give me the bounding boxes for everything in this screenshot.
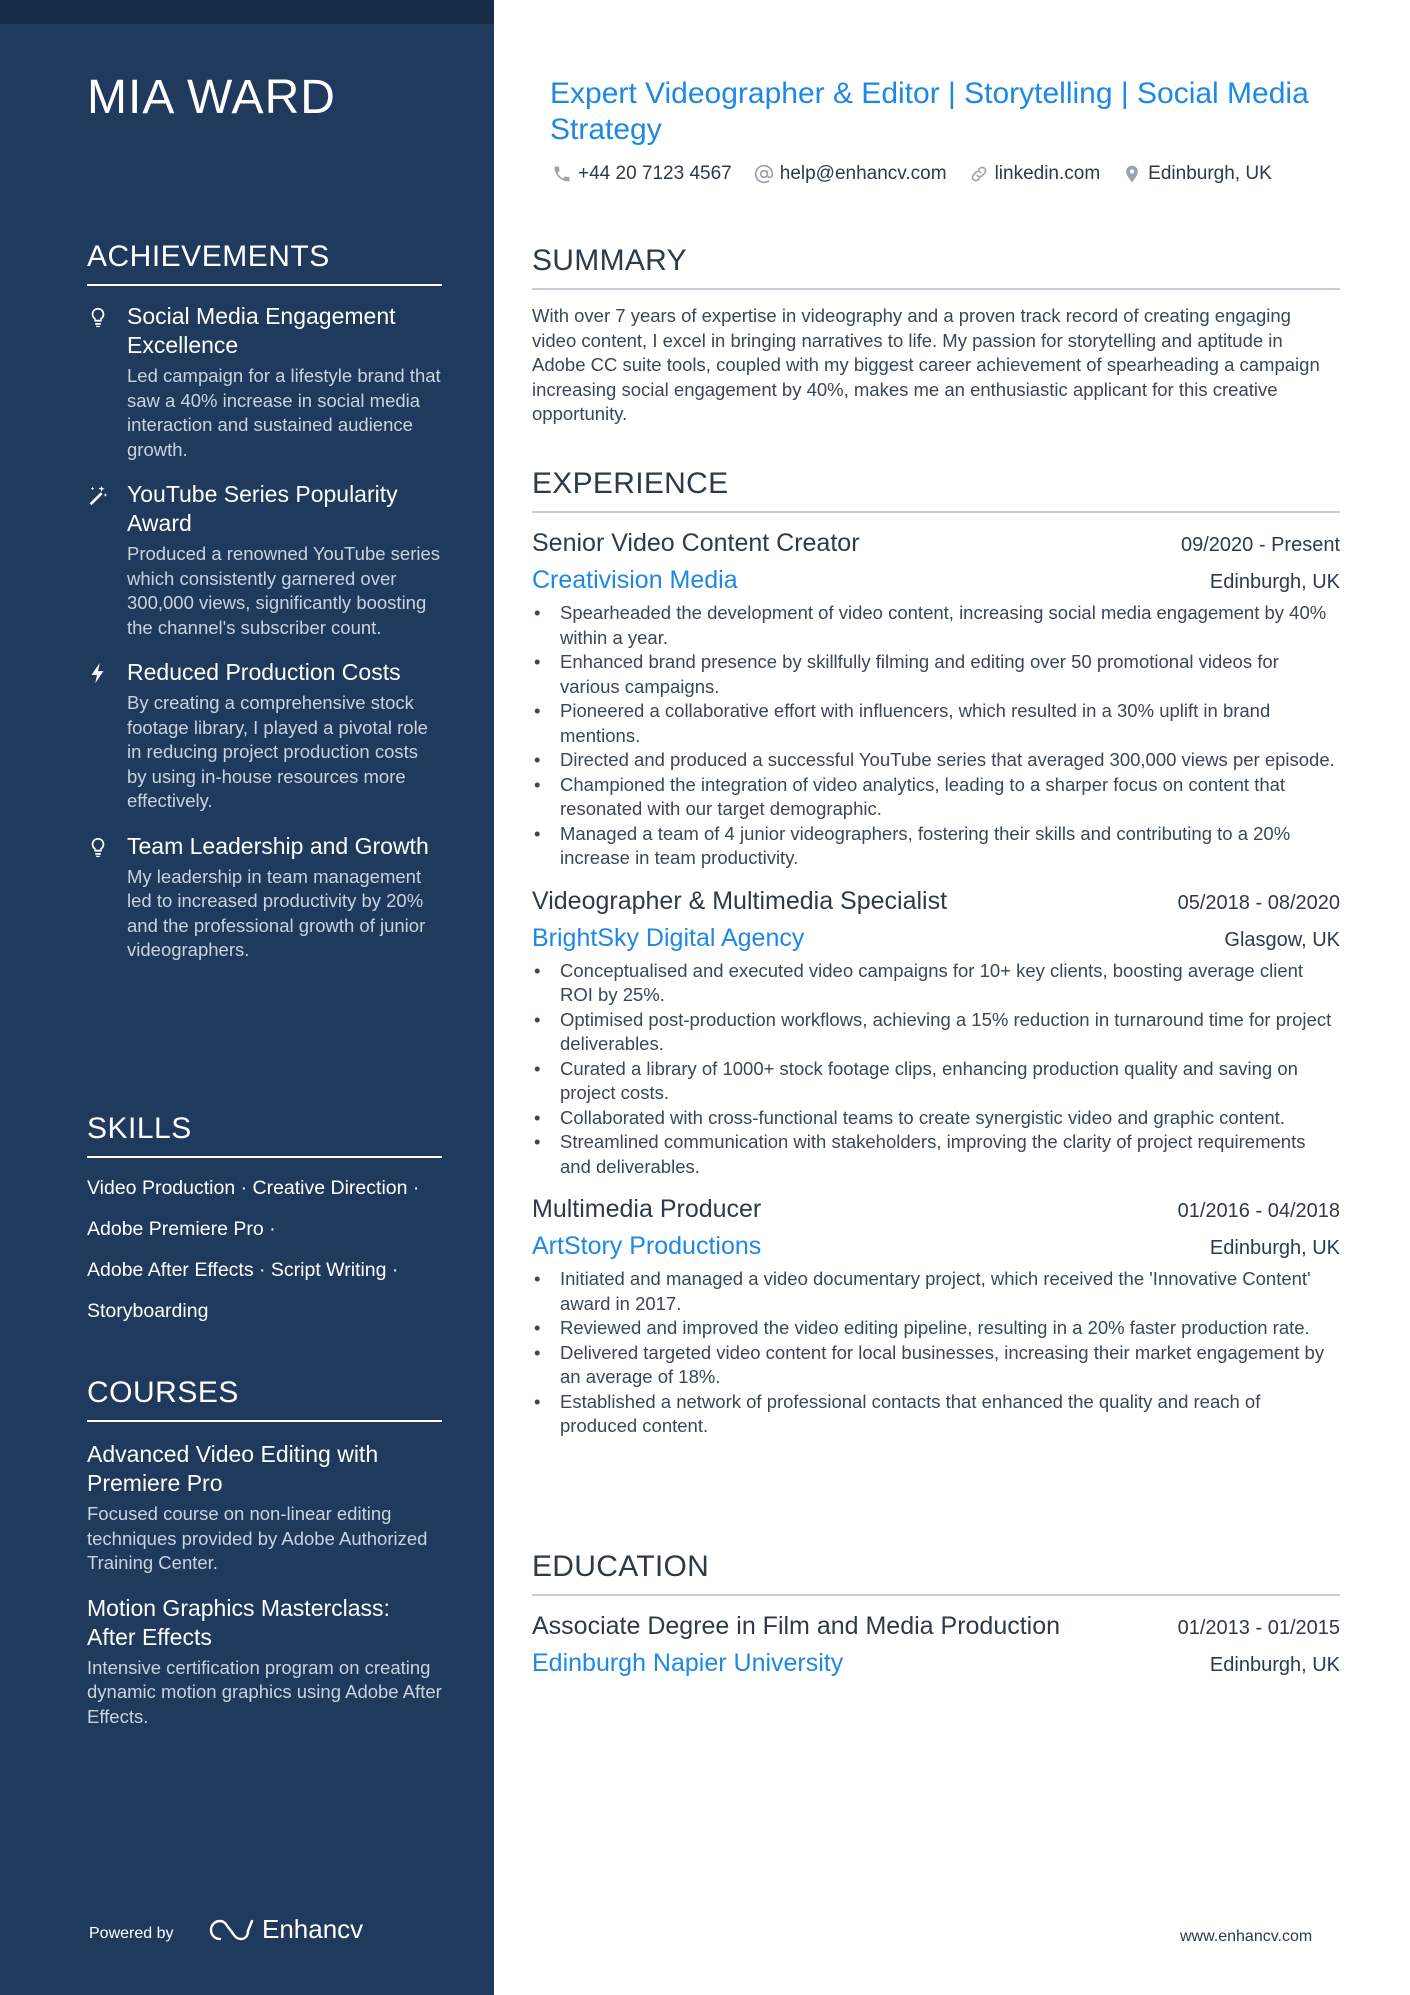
contact-location xyxy=(1122,163,1272,185)
job-title: Senior Video Content Creator xyxy=(532,529,860,557)
bullet-item: • Spearheaded the development of video content, increasing social media engagement by 40% within a year. xyxy=(560,601,1340,650)
achievements-heading: ACHIEVEMENTS xyxy=(87,240,442,286)
course-title: Motion Graphics Masterclass: After Effects xyxy=(87,1594,390,1650)
education-section xyxy=(532,1550,1340,1678)
bullet-item: • Managed a team of 4 junior videographers, fostering their skills and contributing to a 20% increase in team productivity. xyxy=(560,822,1340,871)
bullet-item: • Collaborated with cross-functional teams to create synergistic video and graphic content. xyxy=(560,1106,1340,1131)
headline: Expert Videographer & Editor | Storytelling | Social Media Strategy xyxy=(550,77,1309,146)
job-bullets xyxy=(532,601,1340,871)
company-name: Creativision Media xyxy=(532,566,738,594)
skills-row: Adobe After Effects · Script Writing · xyxy=(87,1259,399,1281)
at-sign-icon xyxy=(754,164,774,184)
summary-text: With over 7 years of expertise in videography and a proven track record of creating engaging video content, I excel in bringing narratives to life. My passion for storytelling and aptitude in Adobe CC suite tools, coupled with my biggest career achievement of spearheading a campaign increasing social engagement by 40%, makes me an enthusiastic applicant for this creative opportunity. xyxy=(532,305,1320,424)
achievement-item xyxy=(87,658,442,814)
bullet-item: • Enhanced brand presence by skillfully filming and editing over 50 promotional videos for various campaigns. xyxy=(560,650,1340,699)
bullet-item: • Championed the integration of video analytics, leading to a sharper focus on content that resonated with our target demographic. xyxy=(560,773,1340,822)
skills-section xyxy=(87,1112,442,1332)
company-name: ArtStory Productions xyxy=(532,1232,762,1260)
bullet-item: • Optimised post-production workflows, achieving a 15% reduction in turnaround time for project deliverables. xyxy=(560,1008,1340,1057)
job-location: Glasgow, UK xyxy=(1224,928,1340,951)
bullet-item: • Directed and produced a successful YouTube series that averaged 300,000 views per episode. xyxy=(560,748,1340,773)
job-location: Edinburgh, UK xyxy=(1209,571,1340,593)
summary-section xyxy=(532,244,1340,427)
email-text: help@enhancv.com xyxy=(779,163,947,184)
course-title: Advanced Video Editing with Premiere Pro xyxy=(87,1441,379,1496)
phone-icon xyxy=(552,164,572,184)
company-name: BrightSky Digital Agency xyxy=(532,923,805,952)
sidebar-top-bar xyxy=(0,0,494,24)
skills-row: Adobe Premiere Pro · xyxy=(87,1218,276,1240)
bullet-item: • Streamlined communication with stakeholders, improving the clarity of project requirements and deliverables. xyxy=(560,1130,1340,1179)
lightbulb-icon xyxy=(87,836,109,858)
contact-linkedin[interactable] xyxy=(969,163,1101,185)
job-title: Multimedia Producer xyxy=(532,1195,762,1223)
education-location: Edinburgh, UK xyxy=(1209,1654,1340,1676)
education-date: 01/2013 - 01/2015 xyxy=(1177,1617,1340,1639)
bullet-item: • Pioneered a collaborative effort with influencers, which resulted in a 30% uplift in brand mentions. xyxy=(560,699,1340,748)
link-icon xyxy=(969,164,989,184)
achievement-title: YouTube Series Popularity Award xyxy=(127,481,398,536)
course-description: Focused course on non-linear editing techniques provided by Adobe Authorized Training Center. xyxy=(87,1503,428,1573)
location-pin-icon xyxy=(1122,164,1142,184)
job-date: 01/2016 - 04/2018 xyxy=(1177,1200,1340,1222)
bullet-item: • Curated a library of 1000+ stock footage clips, enhancing production quality and saving on project costs. xyxy=(560,1057,1340,1106)
achievement-item xyxy=(87,480,442,640)
lightning-icon xyxy=(87,662,109,684)
bullet-item: • Conceptualised and executed video campaigns for 10+ key clients, boosting average client ROI by 25%. xyxy=(560,959,1340,1008)
phone-text: +44 20 7123 4567 xyxy=(578,163,732,184)
achievement-title: Team Leadership and Growth xyxy=(127,832,429,859)
sidebar xyxy=(0,0,494,1995)
enhancv-logo-icon xyxy=(208,1917,254,1943)
achievement-description: By creating a comprehensive stock footage library, I played a pivotal role in reducing project production costs by using in-house resources more effectively. xyxy=(127,692,428,811)
achievement-description: My leadership in team management led to increased productivity by 20% and the professional growth of junior videographers. xyxy=(127,865,426,960)
degree-title: Associate Degree in Film and Media Production xyxy=(532,1612,1061,1640)
bullet-item: • Reviewed and improved the video editing pipeline, resulting in a 20% faster production rate. xyxy=(560,1316,1340,1341)
job-entry xyxy=(532,1195,1340,1439)
achievement-title: Reduced Production Costs xyxy=(127,659,401,685)
skills-list xyxy=(87,1168,442,1332)
job-title: Videographer & Multimedia Specialist xyxy=(532,886,948,915)
courses-heading: COURSES xyxy=(87,1376,442,1422)
job-entry xyxy=(532,529,1340,871)
enhancv-logo-text: Enhancv xyxy=(262,1914,364,1944)
school-name: Edinburgh Napier University xyxy=(532,1649,844,1677)
contact-bar xyxy=(552,163,1272,185)
job-location: Edinburgh, UK xyxy=(1209,1237,1340,1259)
achievement-title: Social Media Engagement Excellence xyxy=(127,303,396,358)
achievement-description: Produced a renowned YouTube series which consistently garnered over 300,000 views, significantly boosting the channel's subscriber count. xyxy=(127,543,441,638)
contact-phone[interactable] xyxy=(552,163,732,185)
achievement-item xyxy=(87,302,442,462)
bullet-item: • Initiated and managed a video documentary project, which received the 'Innovative Content' award in 2017. xyxy=(560,1267,1340,1316)
summary-heading: SUMMARY xyxy=(532,244,1340,290)
achievement-description: Led campaign for a lifestyle brand that saw a 40% increase in social media interaction and sustained audience growth. xyxy=(127,365,441,460)
location-text: Edinburgh, UK xyxy=(1148,163,1272,184)
enhancv-logo[interactable] xyxy=(208,1914,363,1945)
education-heading: EDUCATION xyxy=(532,1550,1340,1596)
powered-by-label: Powered by xyxy=(89,1925,174,1942)
skills-row: Video Production · Creative Direction · xyxy=(87,1177,420,1199)
linkedin-text: linkedin.com xyxy=(994,163,1101,184)
contact-email[interactable] xyxy=(754,163,947,185)
skills-row: Storyboarding xyxy=(87,1300,209,1322)
achievement-item xyxy=(87,832,442,963)
bullet-item: • Delivered targeted video content for local businesses, increasing their market engagement by an average of 18%. xyxy=(560,1341,1340,1390)
achievements-section xyxy=(87,240,442,963)
job-date: 09/2020 - Present xyxy=(1181,534,1340,556)
skills-heading: SKILLS xyxy=(87,1112,442,1158)
job-bullets xyxy=(532,1267,1340,1439)
job-bullets xyxy=(532,959,1340,1180)
bullet-item: • Established a network of professional contacts that enhanced the quality and reach of produced content. xyxy=(560,1390,1340,1439)
experience-section xyxy=(532,467,1340,1439)
magic-wand-icon xyxy=(87,484,109,506)
education-entry xyxy=(532,1612,1340,1678)
job-entry xyxy=(532,887,1340,1180)
experience-heading: EXPERIENCE xyxy=(532,467,1340,513)
course-description: Intensive certification program on creating dynamic motion graphics using Adobe After Effects. xyxy=(87,1656,442,1727)
courses-section xyxy=(87,1376,442,1729)
candidate-name: MIA WARD xyxy=(87,71,336,124)
job-date: 05/2018 - 08/2020 xyxy=(1177,891,1340,914)
footer-url[interactable]: www.enhancv.com xyxy=(1180,1928,1313,1945)
lightbulb-icon xyxy=(87,306,109,328)
